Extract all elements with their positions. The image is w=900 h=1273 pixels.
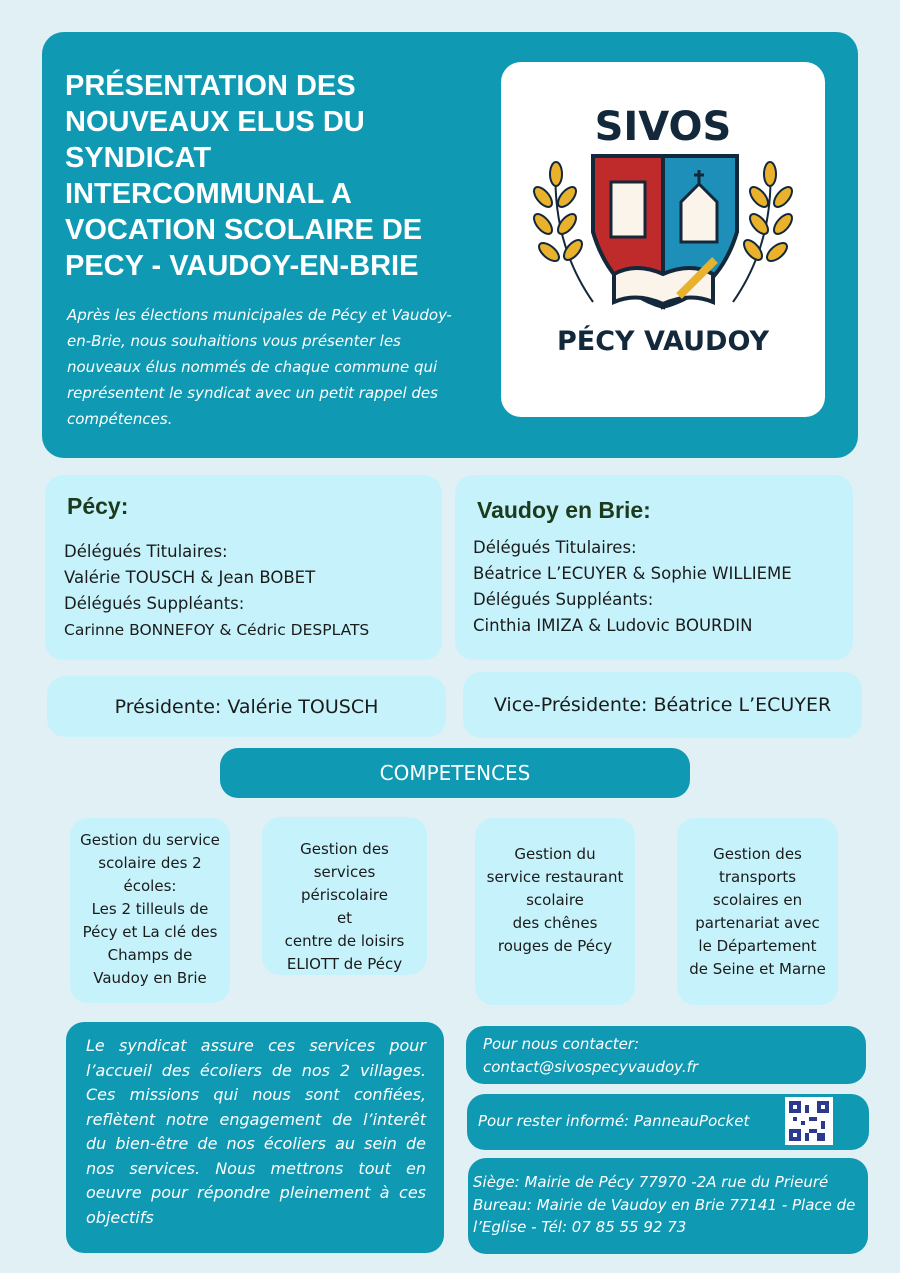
competence-card: Gestion du service restaurant scolaire des chênes rouges de Pécy: [475, 818, 635, 1005]
page-title: PRÉSENTATION DES NOUVEAUX ELUS DU SYNDICAT INTERCOMMUNAL A VOCATION SCOLAIRE DE PECY - VAUDOY-EN-BRIE: [65, 70, 423, 282]
intro-text: Après les élections municipales de Pécy et Vaudoy-en-Brie, nous souhaitions vous présenter les nouveaux élus nommés de chaque commune qui représentent le syndicat avec un petit rappel des compétences.: [67, 306, 452, 428]
vice-presidente-card: Vice-Présidente: Béatrice L’ECUYER: [463, 672, 862, 738]
contact-card: Pour nous contacter: contact@sivospecyvaudoy.fr: [466, 1026, 866, 1084]
competence-card: Gestion du service scolaire des 2 écoles: Les 2 tilleuls de Pécy et La clé des Champs de Vaudoy en Brie: [70, 818, 230, 1003]
shield-icon: [593, 156, 737, 307]
panneaupocket-card: Pour rester informé: PanneauPocket: [467, 1094, 869, 1150]
presidente-card: Présidente: Valérie TOUSCH: [47, 676, 446, 737]
mission-card: Le syndicat assure ces services pour l’accueil des écoliers de nos 2 villages. Ces missions qui nous sont confiées, reflètent notre engagement de l’interêt du bien-être de nos écoliers au sein de nos services. Nous mettrons tout en oeuvre pour répondre pleinement à ces objectifs: [66, 1022, 444, 1253]
contact-email-link[interactable]: contact@sivospecyvaudoy.fr: [483, 1058, 699, 1076]
qr-code-icon[interactable]: [785, 1097, 833, 1145]
header-panel: [42, 32, 858, 458]
pecy-heading: Pécy:: [67, 493, 129, 519]
competence-card: Gestion des transports scolaires en partenariat avec le Département de Seine et Marne: [677, 818, 838, 1005]
competence-card: Gestion des services périscolaire et centre de loisirs ELIOTT de Pécy: [262, 817, 427, 975]
sivos-logo: [501, 62, 825, 417]
svg-text:SIVOS: SIVOS: [594, 104, 732, 150]
vaudoy-delegates-card: Vaudoy en Brie: Délégués Titulaires: Béatrice L’ECUYER & Sophie WILLIEME Délégués Suppléants: Cinthia IMIZA & Ludovic BOURDIN: [455, 475, 853, 660]
vaudoy-heading: Vaudoy en Brie:: [477, 497, 651, 523]
competences-heading: COMPETENCES: [220, 748, 690, 798]
pecy-delegates-card: Pécy: Délégués Titulaires: Valérie TOUSCH & Jean BOBET Délégués Suppléants: Carinne BONNEFOY & Cédric DESPLATS: [45, 475, 442, 660]
svg-text:PÉCY VAUDOY: PÉCY VAUDOY: [556, 326, 770, 357]
address-card: Siège: Mairie de Pécy 77970 -2A rue du Prieuré Bureau: Mairie de Vaudoy en Brie 77141 - Place de l’Eglise - Tél: 07 85 55 92 73: [468, 1158, 868, 1254]
